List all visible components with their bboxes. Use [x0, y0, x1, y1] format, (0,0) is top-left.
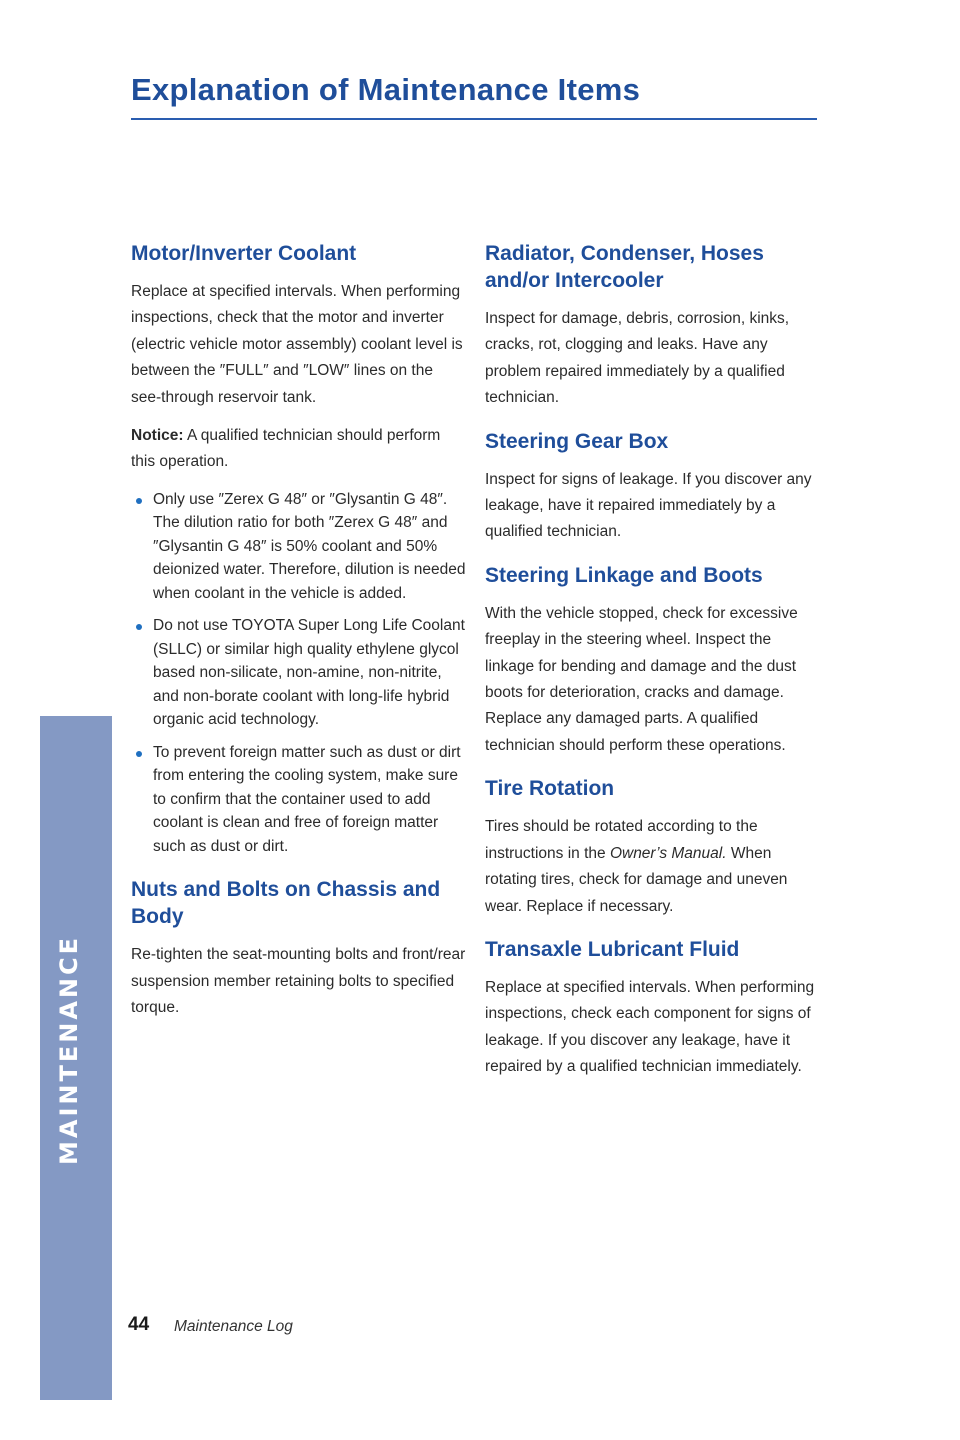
- list-item: [131, 488, 466, 606]
- bullet-icon: [136, 751, 142, 757]
- list-item: [131, 741, 466, 859]
- section-tab-label: MAINTENANCE: [55, 935, 83, 1165]
- section-body: Re-tighten the seat-mounting bolts and front/rear suspension member retaining bolts to specified torque.: [131, 946, 466, 1017]
- notice-label: Notice:: [131, 427, 184, 445]
- bullet-icon: [136, 498, 142, 504]
- page-title: Explanation of Maintenance Items: [131, 72, 641, 107]
- page-number: 44: [128, 1314, 150, 1335]
- left-column: [131, 240, 466, 1038]
- section-heading: Motor/Inverter Coolant: [131, 242, 357, 265]
- list-item-text: To prevent foreign matter such as dust or dirt from entering the cooling system, make sure to confirm that the container used to add coolant is clean and free of foreign matter such as dust or dirt.: [153, 743, 461, 855]
- manual-reference: Owner’s Manual.: [609, 844, 727, 862]
- motor-coolant-section: [131, 240, 466, 858]
- section-heading: Steering Linkage and Boots: [485, 563, 763, 587]
- section-body: Replace at specified intervals. When performing inspections, check that the motor and inverter (electric vehicle motor assembly) coolant level is between the ″FULL″ and ″LOW″ lines on the see-through reservoir tank.: [131, 283, 463, 406]
- section-heading: Steering Gear Box: [485, 429, 669, 453]
- radiator-section: [485, 240, 820, 412]
- section-body: With the vehicle stopped, check for excessive freeplay in the steering wheel. Inspect the linkage for bending and damage and the dust boots for deterioration, cracks and damage. Replace any damaged parts. A qualified technician should perform these operations.: [485, 604, 798, 754]
- section-body: [485, 814, 820, 920]
- section-tab-label-wrap: [55, 935, 99, 1209]
- steering-linkage-section: [485, 562, 820, 759]
- right-column: [485, 240, 820, 1097]
- steering-gear-section: [485, 428, 820, 546]
- tire-rotation-section: [485, 775, 820, 920]
- nuts-bolts-section: [131, 876, 466, 1021]
- coolant-bullet-list: [131, 488, 466, 859]
- section-body: Inspect for damage, debris, corrosion, kinks, cracks, rot, clogging and leaks. Have any problem repaired immediately by a qualified technician.: [485, 310, 790, 407]
- list-item: [131, 614, 466, 732]
- notice-paragraph: [131, 423, 466, 476]
- list-item-text: Only use ″Zerex G 48″ or ″Glysantin G 48″. The dilution ratio for both ″Zerex G 48″ and ″Glysantin G 48″ is 50% coolant and 50% deionized water. Therefore, dilution is needed when coolant in the vehicle is added.: [153, 490, 466, 602]
- body-text: Tires should be rotated according to the instructions in the: [485, 818, 758, 862]
- list-item-text: Do not use TOYOTA Super Long Life Coolant (SLLC) or similar high quality ethylene glycol based non-silicate, non-amine, non-nitrite, and non-borate coolant with long-life hybrid organic acid technology.: [153, 617, 465, 729]
- bullet-icon: [136, 624, 142, 630]
- section-body: Inspect for signs of leakage. If you discover any leakage, have it repaired immediately by a qualified technician.: [485, 470, 812, 541]
- section-body: Replace at specified intervals. When performing inspections, check each component for signs of leakage. If you discover any leakage, have it repaired by a qualified technician immediately.: [485, 978, 815, 1076]
- section-heading: Radiator, Condenser, Hoses and/or Intercooler: [485, 242, 764, 292]
- title-divider: [131, 118, 817, 120]
- transaxle-section: [485, 936, 820, 1081]
- footer-label: Maintenance Log: [174, 1318, 293, 1335]
- section-heading: Tire Rotation: [485, 777, 615, 801]
- section-heading: Transaxle Lubricant Fluid: [485, 937, 740, 961]
- body-text: When rotating tires, check for damage and uneven wear. Replace if necessary.: [485, 844, 788, 915]
- notice-text: A qualified technician should perform this operation.: [131, 427, 441, 471]
- section-heading: Nuts and Bolts on Chassis and Body: [131, 878, 441, 929]
